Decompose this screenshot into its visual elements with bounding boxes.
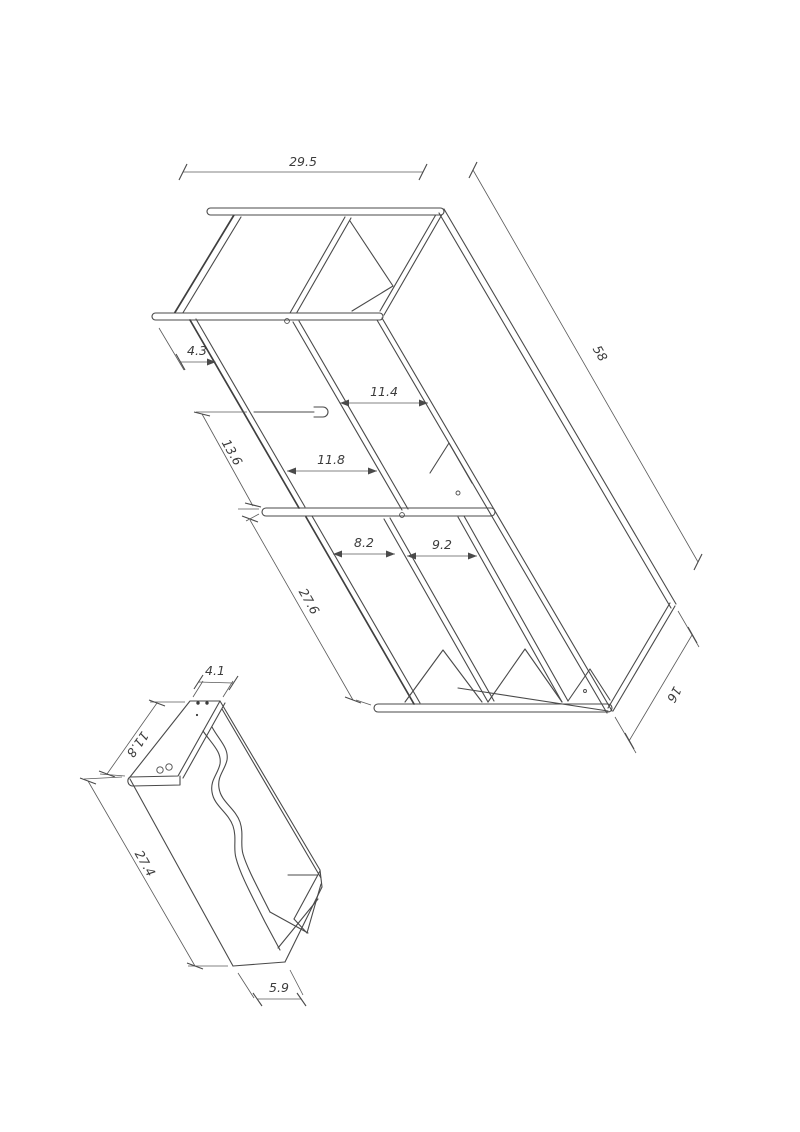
rack-top-face bbox=[174, 211, 444, 316]
dim-label-11-4: 11.4 bbox=[370, 384, 398, 399]
front-top-rail bbox=[152, 313, 383, 320]
dim-upper-slot-left bbox=[287, 452, 377, 475]
dim-label-27-6: 27.6 bbox=[295, 585, 323, 618]
dim-label-5-9: 5.9 bbox=[269, 980, 289, 995]
dim-bottom-depth bbox=[615, 611, 699, 753]
dim-top-width bbox=[179, 154, 427, 180]
mount-hole bbox=[205, 701, 208, 704]
dim-upper-slot-right bbox=[340, 384, 428, 407]
drawer-bottom-flange bbox=[128, 776, 180, 786]
support-wire-hook bbox=[314, 407, 328, 417]
mount-hole bbox=[157, 767, 163, 773]
rack-lower-panel-face bbox=[306, 516, 610, 704]
drawer-bottom-edge bbox=[233, 962, 285, 966]
rack-right-face bbox=[377, 209, 676, 713]
dim-label-58: 58 bbox=[589, 342, 611, 364]
dim-end-width bbox=[238, 970, 306, 1006]
mount-hole bbox=[196, 714, 198, 716]
drawer-dimensions bbox=[80, 663, 306, 1006]
middle-rail bbox=[262, 508, 495, 516]
divider-wire-1 bbox=[405, 650, 482, 702]
mount-hole bbox=[196, 701, 199, 704]
drawer-end-panel bbox=[278, 871, 321, 948]
mount-hole bbox=[166, 764, 172, 770]
dim-label-13-6: 13.6 bbox=[218, 436, 246, 469]
screw-hole bbox=[456, 491, 460, 495]
rack-upper-panel-face bbox=[190, 319, 408, 510]
dim-label-9-2: 9.2 bbox=[432, 537, 452, 552]
dim-label-27-4: 27.4 bbox=[131, 847, 159, 880]
dim-label-16: 16 bbox=[663, 684, 685, 706]
right-face-wire bbox=[430, 443, 472, 483]
dim-lower-slot-right bbox=[407, 537, 477, 560]
top-divider-wire bbox=[350, 221, 393, 311]
dim-drawer-length bbox=[80, 777, 228, 969]
dim-label-4-3: 4.3 bbox=[187, 343, 207, 358]
dim-back-top-width bbox=[193, 663, 238, 697]
rack-dimensions bbox=[159, 154, 702, 753]
dim-label-29-5: 29.5 bbox=[289, 154, 317, 169]
dim-lower-section bbox=[242, 514, 371, 705]
dim-lower-slot-left bbox=[333, 535, 395, 558]
back-top-rail bbox=[207, 208, 444, 215]
bottom-rail bbox=[374, 704, 612, 712]
drawer-part-view bbox=[128, 701, 322, 966]
dim-label-11-8: 11.8 bbox=[317, 452, 345, 467]
dim-label-8-2: 8.2 bbox=[354, 535, 374, 550]
dim-label-drawer-11-8: 11.8 bbox=[123, 728, 152, 761]
dim-label-4-1: 4.1 bbox=[205, 663, 225, 678]
dim-right-height bbox=[469, 162, 702, 570]
screw-hole bbox=[584, 690, 587, 693]
